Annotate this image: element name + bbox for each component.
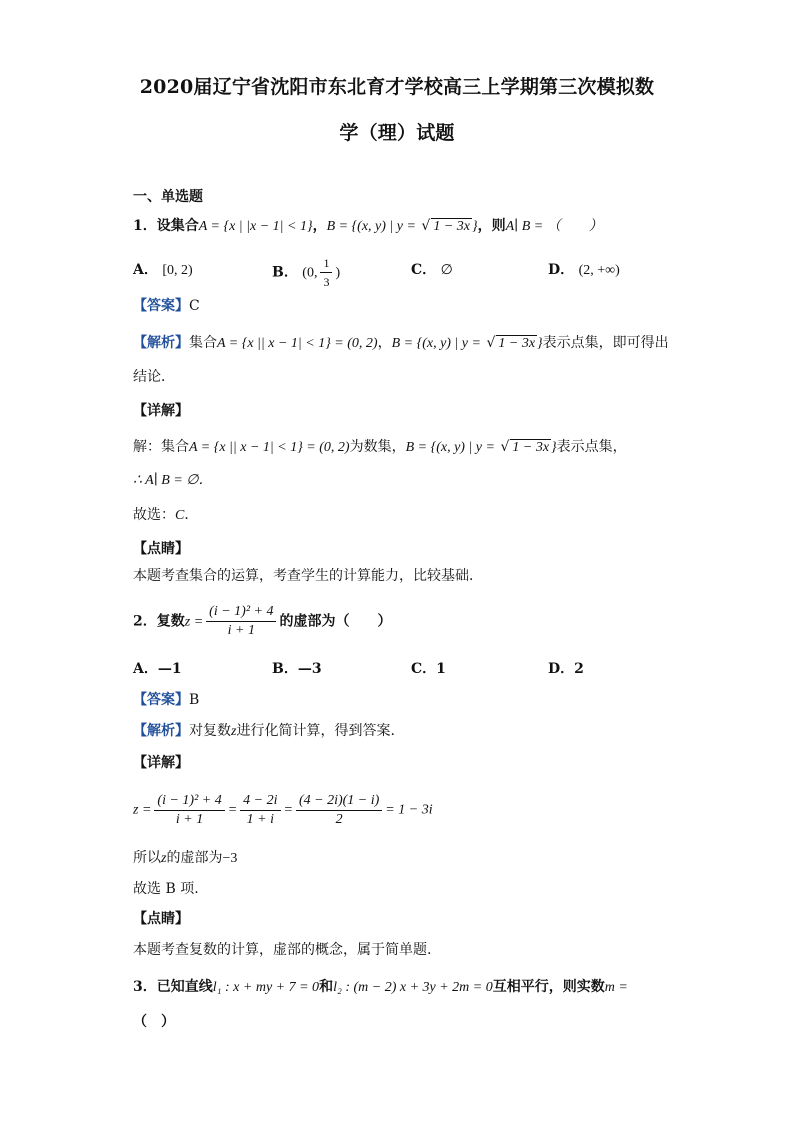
q2-option-b — [272, 659, 322, 679]
option-value: —3 — [297, 661, 322, 677]
variable: z — [161, 851, 167, 866]
fraction — [206, 603, 276, 640]
option-value: [0, 2) — [162, 263, 193, 278]
question-3-paren: （ ） — [133, 1014, 175, 1030]
q1-tip: 本题考查集合的运算，考查学生的计算能力，比较基础． — [133, 568, 483, 584]
variable: z = — [133, 802, 152, 818]
text: ． — [184, 507, 199, 523]
q2-option-a — [133, 659, 182, 679]
text: 的虚部为 — [166, 850, 223, 866]
sqrt-icon: √ — [486, 335, 496, 351]
set-a: A = {x || x − 1| < 1} = (0, 2) — [217, 336, 378, 351]
q1-option-d — [548, 260, 620, 281]
question-number: 1． — [133, 218, 157, 234]
q1-choose — [133, 505, 198, 526]
equation-result: = 1 − 3i — [385, 802, 433, 818]
text: 和 — [319, 979, 334, 995]
q1-analysis — [133, 333, 669, 354]
question-1 — [133, 216, 603, 237]
sqrt-icon: √ — [500, 439, 510, 455]
fraction — [296, 792, 382, 829]
variable: z — [231, 724, 237, 739]
q1-detail-tag: 【详解】 — [133, 403, 189, 419]
question-lead: 已知直线 — [156, 979, 213, 995]
q2-option-c — [411, 659, 446, 679]
option-label: B． — [272, 264, 298, 281]
q1-answer — [133, 296, 200, 316]
set-b — [327, 219, 478, 234]
question-number: 3． — [133, 979, 157, 995]
text: 故选： — [133, 507, 175, 523]
set-b-prefix: B = {(x, y) | y = — [391, 336, 485, 351]
text: 解：集合 — [133, 439, 189, 455]
text: ， — [377, 335, 392, 351]
question-3 — [133, 977, 628, 998]
question-lead: 复数 — [156, 613, 185, 630]
analysis-tag: 【解析】 — [133, 723, 189, 739]
document-title-line2: 学（理）试题 — [339, 122, 455, 144]
value: −3 — [222, 851, 238, 866]
denominator: 1 + i — [246, 812, 275, 827]
denominator: 3 — [323, 275, 330, 289]
option-label: B． — [272, 661, 298, 677]
set-b-prefix: B = {(x, y) | y = — [405, 440, 499, 455]
set-b-suffix: } — [551, 440, 557, 455]
answer-tag: 【答案】 — [133, 298, 189, 314]
punct: ， — [312, 218, 327, 234]
radicand: 1 − 3x — [433, 219, 471, 234]
numerator: 1 — [320, 254, 332, 273]
text: 集合 — [189, 335, 217, 351]
numerator: 4 − 2i — [240, 792, 280, 811]
line-l2: l₂ : (m − 2) x + 3y + 2m = 0 — [333, 980, 493, 995]
variable: m = — [604, 980, 628, 995]
option-value: (2, +∞) — [578, 263, 620, 278]
answer-tag: 【答案】 — [133, 692, 189, 708]
text: 表示点集， — [556, 439, 627, 455]
denominator: i + 1 — [227, 623, 255, 638]
answer-value: C — [189, 298, 200, 314]
sqrt-icon: √ — [421, 218, 431, 234]
question-tail: 的虚部为（ ） — [279, 613, 392, 630]
option-label: C． — [411, 661, 437, 677]
set-b-suffix: } — [472, 219, 478, 234]
q2-analysis — [133, 721, 395, 742]
option-label: D． — [548, 262, 575, 278]
q2-answer — [133, 690, 199, 710]
set-b — [392, 336, 543, 351]
set-b-suffix: } — [537, 336, 543, 351]
option-value: 2 — [574, 661, 584, 677]
radicand: 1 − 3x — [512, 440, 550, 455]
section-heading: 一、单选题 — [133, 189, 203, 205]
variable: z = — [184, 614, 204, 630]
answer-value: B — [189, 692, 200, 708]
question-2 — [133, 603, 391, 640]
set-a: A = {x | |x − 1| < 1} — [198, 219, 313, 234]
option-value: ) — [335, 265, 341, 281]
option-value: ∅ — [440, 263, 453, 278]
denominator: 2 — [335, 812, 343, 827]
analysis-tag: 【解析】 — [133, 335, 189, 351]
text: 为数集， — [349, 439, 406, 455]
choice: C — [175, 508, 185, 523]
set-a: A = {x || x − 1| < 1} = (0, 2) — [189, 440, 350, 455]
text: 所以 — [133, 850, 161, 866]
q1-analysis-cont: 结论． — [133, 369, 175, 385]
punct: ，则 — [477, 218, 506, 234]
q2-equation: z = $\frac{\text{(i − 1)² + 4}}{i + 1}$ = $\frac{4 - 2i}{1 + i}$ = $\frac{(4 - 2i)(1 - i)}{2}$ = 1 − 3i — [133, 793, 433, 827]
q1-option-a — [133, 260, 193, 281]
line-l1: l₁ : x + my + 7 = 0 — [212, 980, 320, 995]
question-tail: 互相平行，则实数 — [492, 979, 605, 995]
numerator: (i − 1)² + 4 — [154, 792, 224, 811]
option-value: (0, — [302, 265, 318, 281]
q1-therefore: ∴ A∣ B = ∅． — [133, 473, 213, 488]
q2-detail-tag: 【详解】 — [133, 755, 189, 771]
option-label: A． — [133, 661, 158, 677]
radicand: 1 − 3x — [498, 336, 536, 351]
set-b — [406, 440, 557, 455]
question-number: 2． — [133, 613, 157, 630]
q2-choose: 故选 B 项. — [133, 881, 199, 897]
option-value: —1 — [157, 661, 182, 677]
question-lead: 设集合 — [156, 218, 199, 234]
q1-detail — [133, 437, 627, 458]
option-label: A． — [133, 262, 158, 278]
option-label: C． — [411, 262, 437, 278]
text: 表示点集，即可得出 — [542, 335, 669, 351]
numerator: (i − 1)² + 4 — [206, 603, 276, 622]
text: 进行化简计算，得到答案. — [236, 723, 395, 739]
denominator: i + 1 — [175, 812, 204, 827]
q1-option-b — [272, 254, 340, 291]
q1-tip-tag: 【点睛】 — [133, 541, 189, 557]
text: 对复数 — [189, 723, 231, 739]
q2-tip: 本题考查复数的计算，虚部的概念，属于简单题. — [133, 942, 432, 958]
fraction — [154, 792, 224, 829]
numerator: (4 − 2i)(1 − i) — [296, 792, 382, 811]
fraction — [320, 254, 332, 291]
fraction — [240, 792, 280, 829]
q2-conclusion — [133, 848, 237, 869]
q2-option-d — [548, 659, 584, 679]
document-title-line1: 2020届辽宁省沈阳市东北育才学校高三上学期第三次模拟数 — [139, 76, 655, 98]
q2-tip-tag: 【点睛】 — [133, 911, 189, 927]
option-label: D． — [548, 661, 575, 677]
set-b-prefix: B = {(x, y) | y = — [326, 219, 420, 234]
q1-option-c — [411, 260, 453, 281]
option-value: 1 — [436, 661, 446, 677]
intersection: A∣ B = （ ） — [505, 219, 603, 234]
